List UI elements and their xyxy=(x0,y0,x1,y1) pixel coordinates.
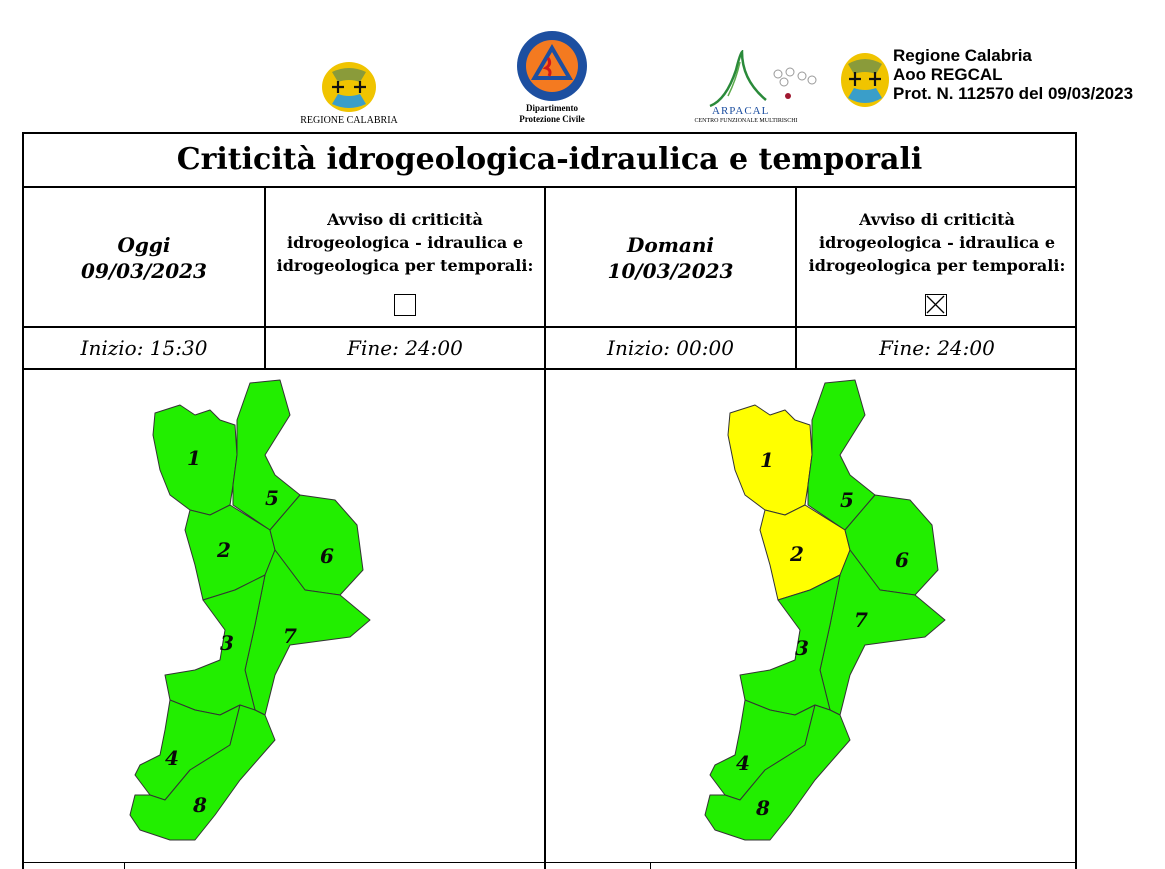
zone-label-5: 5 xyxy=(265,486,279,510)
row-divider xyxy=(22,186,1077,188)
protocol-block xyxy=(893,46,1133,103)
zone-3[interactable] xyxy=(165,575,265,715)
molecule-icon xyxy=(772,66,820,106)
avviso-line: Avviso di criticità xyxy=(859,210,1015,229)
avviso-line: idrogeologica - idraulica e xyxy=(818,233,1056,252)
avviso-line: idrogeologica per temporali: xyxy=(808,256,1066,275)
tomorrow-calabria-map xyxy=(700,375,950,845)
regione-calabria-emblem-icon xyxy=(320,60,378,114)
protocol-line-3: Prot. N. 112570 del 09/03/2023 xyxy=(893,84,1134,103)
zone-3[interactable] xyxy=(740,575,840,715)
dipartimento-caption: Dipartimento xyxy=(526,103,578,113)
avviso-line: idrogeologica per temporali: xyxy=(276,256,534,275)
today-start-time: Inizio: 15:30 xyxy=(80,336,208,360)
zone-label-5: 5 xyxy=(840,488,854,512)
today-end-time: Fine: 24:00 xyxy=(347,336,463,360)
zone-label-6: 6 xyxy=(320,544,334,568)
today-header xyxy=(24,232,264,284)
protocol-line-2: Aoo REGCAL xyxy=(893,65,1003,84)
bottom-tick xyxy=(650,862,651,869)
zone-label-6: 6 xyxy=(895,548,909,572)
zone-label-7: 7 xyxy=(283,624,297,648)
tomorrow-label: Domani xyxy=(627,233,714,257)
zone-label-8: 8 xyxy=(756,796,770,820)
today-avviso-checkbox[interactable] xyxy=(394,294,416,316)
protocol-line-1: Regione Calabria xyxy=(893,46,1032,65)
today-calabria-map xyxy=(125,375,375,845)
protezione-civile-emblem-icon xyxy=(515,30,589,102)
regione-calabria-small-emblem-icon xyxy=(840,52,890,108)
today-avviso-text xyxy=(266,208,544,277)
tomorrow-header xyxy=(546,232,795,284)
zone-label-3: 3 xyxy=(795,636,809,660)
arpacal-mountain-icon xyxy=(706,50,770,112)
column-divider-center xyxy=(544,186,546,869)
zone-label-4: 4 xyxy=(165,746,179,770)
tomorrow-avviso-checkbox[interactable] xyxy=(925,294,947,316)
arpacal-subcaption: CENTRO FUNZIONALE MULTIRISCHI xyxy=(694,118,798,124)
protezione-civile-caption: Protezione Civile xyxy=(519,114,585,124)
tomorrow-end-time: Fine: 24:00 xyxy=(879,336,995,360)
bottom-tick xyxy=(124,862,125,869)
avviso-line: Avviso di criticità xyxy=(327,210,483,229)
zone-label-1: 1 xyxy=(187,446,201,470)
today-date: 09/03/2023 xyxy=(81,259,207,283)
regione-calabria-caption: REGIONE CALABRIA xyxy=(300,115,398,126)
checkbox-cross-icon xyxy=(926,295,945,314)
zone-label-7: 7 xyxy=(854,608,868,632)
tomorrow-date: 10/03/2023 xyxy=(607,259,734,283)
zone-label-4: 4 xyxy=(736,751,750,775)
zone-label-1: 1 xyxy=(760,448,774,472)
zone-label-2: 2 xyxy=(217,538,231,562)
zone-label-3: 3 xyxy=(220,631,234,655)
today-label: Oggi xyxy=(117,233,171,257)
bottom-rule xyxy=(22,862,1077,863)
zone-label-2: 2 xyxy=(790,542,804,566)
arpacal-caption: ARPACAL xyxy=(712,105,770,117)
avviso-line: idrogeologica - idraulica e xyxy=(286,233,524,252)
tomorrow-start-time: Inizio: 00:00 xyxy=(607,336,734,360)
row-divider xyxy=(22,326,1077,328)
tomorrow-avviso-text xyxy=(797,208,1077,277)
row-divider xyxy=(22,368,1077,370)
bulletin-title: Criticità idrogeologica-idraulica e temporali xyxy=(176,142,923,177)
zone-label-8: 8 xyxy=(193,793,207,817)
